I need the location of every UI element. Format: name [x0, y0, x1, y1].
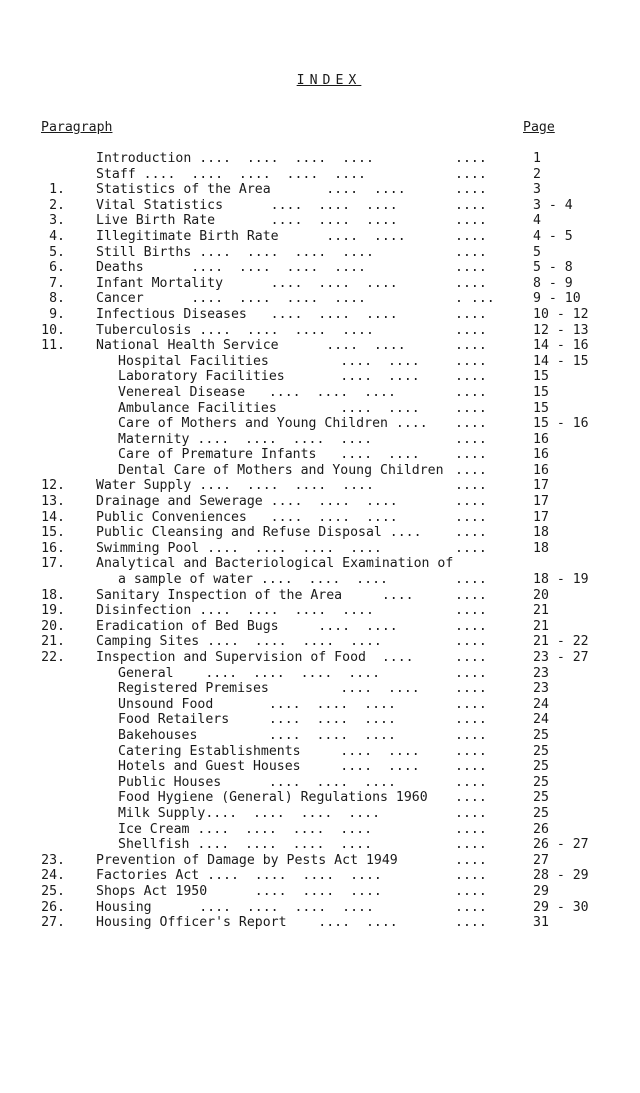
leader-dots: .... — [455, 166, 487, 182]
entry-title: Care of Premature Infants .... .... — [118, 447, 420, 463]
leader-dots: .... — [455, 540, 487, 556]
index-entry — [0, 884, 640, 900]
leader-dots: . ... — [455, 291, 495, 307]
index-entry — [0, 806, 640, 822]
paragraph-number: 4. — [49, 228, 65, 244]
paragraph-number: 12. — [41, 478, 65, 494]
index-entry — [0, 213, 640, 229]
leader-dots: .... — [455, 790, 487, 806]
leader-dots: .... — [455, 275, 487, 291]
entry-title: Cancer .... .... .... .... — [96, 291, 366, 307]
page-number: 14 - 15 — [533, 353, 589, 369]
index-entry — [0, 229, 640, 245]
paragraph-number: 9. — [49, 306, 65, 322]
entry-title: Maternity .... .... .... .... — [118, 431, 373, 447]
page-number: 24 — [533, 712, 549, 728]
leader-dots: .... — [455, 353, 487, 369]
index-entry — [0, 338, 640, 354]
leader-dots: .... — [455, 525, 487, 541]
page-column-header: Page — [523, 120, 555, 135]
leader-dots: .... — [455, 727, 487, 743]
index-entry — [0, 666, 640, 682]
leader-dots: .... — [455, 743, 487, 759]
leader-dots: .... — [455, 244, 487, 260]
page-number: 25 — [533, 805, 549, 821]
paragraph-number: 2. — [49, 197, 65, 213]
entry-title: Prevention of Damage by Pests Act 1949 — [96, 852, 398, 868]
leader-dots: .... — [455, 915, 487, 931]
index-entry — [0, 276, 640, 292]
index-entry — [0, 681, 640, 697]
page-number: 26 — [533, 821, 549, 837]
entry-title: Deaths .... .... .... .... — [96, 260, 366, 276]
paragraph-number: 26. — [41, 899, 65, 915]
entry-title: Tuberculosis .... .... .... .... — [96, 322, 374, 338]
leader-dots: .... — [455, 260, 487, 276]
leader-dots: .... — [455, 213, 487, 229]
entry-title: Care of Mothers and Young Children .... — [118, 416, 428, 432]
page-number: 5 - 8 — [533, 260, 573, 276]
entry-title: Public Cleansing and Refuse Disposal .... — [96, 525, 422, 541]
page-number: 3 - 4 — [533, 197, 573, 213]
page-number: 5 — [533, 244, 541, 260]
paragraph-column-header: Paragraph — [41, 120, 113, 135]
index-entry — [0, 307, 640, 323]
index-entry — [0, 510, 640, 526]
page-number: 25 — [533, 759, 549, 775]
page-number: 28 - 29 — [533, 868, 589, 884]
leader-dots: .... — [455, 587, 487, 603]
index-entry — [0, 260, 640, 276]
page-number: 31 — [533, 915, 549, 931]
index-entry — [0, 447, 640, 463]
index-entry — [0, 650, 640, 666]
entry-title: Eradication of Bed Bugs .... .... — [96, 618, 398, 634]
paragraph-number: 7. — [49, 275, 65, 291]
page-number: 10 - 12 — [533, 306, 589, 322]
index-entry — [0, 588, 640, 604]
leader-dots: .... — [455, 400, 487, 416]
entry-title: Food Retailers .... .... .... — [118, 712, 396, 728]
entry-title: Infectious Diseases .... .... .... — [96, 306, 398, 322]
paragraph-number: 18. — [41, 587, 65, 603]
entry-title: Infant Mortality .... .... .... — [96, 275, 398, 291]
leader-dots: .... — [455, 151, 487, 166]
index-entry — [0, 790, 640, 806]
entry-title: a sample of water .... .... .... — [118, 572, 388, 588]
page-number: 15 — [533, 369, 549, 385]
entry-title: Statistics of the Area .... .... — [96, 182, 406, 198]
entry-title: Analytical and Bacteriological Examination of — [96, 556, 454, 572]
leader-dots: .... — [455, 494, 487, 510]
leader-dots: .... — [455, 852, 487, 868]
leader-dots: .... — [455, 899, 487, 915]
leader-dots: .... — [455, 696, 487, 712]
index-entry — [0, 416, 640, 432]
leader-dots: .... — [455, 821, 487, 837]
entry-title: Water Supply .... .... .... .... — [96, 478, 374, 494]
index-entry — [0, 369, 640, 385]
index-entry — [0, 323, 640, 339]
leader-dots: .... — [455, 883, 487, 899]
entry-title: Staff .... .... .... .... .... — [96, 166, 366, 182]
paragraph-number: 5. — [49, 244, 65, 260]
leader-dots: .... — [455, 384, 487, 400]
entry-title: Shellfish .... .... .... .... — [118, 837, 373, 853]
page-number: 21 - 22 — [533, 634, 589, 650]
entry-title: Unsound Food .... .... .... — [118, 696, 396, 712]
entry-title: Ambulance Facilities .... .... — [118, 400, 420, 416]
page-number: 29 — [533, 883, 549, 899]
index-entry — [0, 915, 640, 931]
paragraph-number: 24. — [41, 868, 65, 884]
entry-title: Disinfection .... .... .... .... — [96, 603, 374, 619]
index-entry — [0, 401, 640, 417]
leader-dots: .... — [455, 837, 487, 853]
entry-title: Live Birth Rate .... .... .... — [96, 213, 398, 229]
page-number: 15 - 16 — [533, 416, 589, 432]
page-number: 27 — [533, 852, 549, 868]
paragraph-number: 15. — [41, 525, 65, 541]
entry-title: Bakehouses .... .... .... — [118, 727, 396, 743]
entry-title: Shops Act 1950 .... .... .... — [96, 883, 382, 899]
index-entry — [0, 182, 640, 198]
index-entry — [0, 900, 640, 916]
paragraph-number: 21. — [41, 634, 65, 650]
paragraph-number: 17. — [41, 556, 65, 572]
entry-title: Catering Establishments .... .... — [118, 743, 420, 759]
index-entry — [0, 494, 640, 510]
entry-title: Still Births .... .... .... .... — [96, 244, 374, 260]
page-number: 18 — [533, 540, 549, 556]
leader-dots: .... — [455, 774, 487, 790]
page-number: 14 - 16 — [533, 338, 589, 354]
page-number: 25 — [533, 774, 549, 790]
paragraph-number: 20. — [41, 618, 65, 634]
leader-dots: .... — [455, 618, 487, 634]
leader-dots: .... — [455, 712, 487, 728]
leader-dots: .... — [455, 338, 487, 354]
leader-dots: .... — [455, 650, 487, 665]
entry-title: Public Houses .... .... .... — [118, 774, 396, 790]
index-entry — [0, 354, 640, 370]
index-entry — [0, 837, 640, 853]
page-number: 25 — [533, 727, 549, 743]
index-entry — [0, 463, 640, 479]
page-number: 18 - 19 — [533, 572, 589, 588]
page-number: 4 — [533, 213, 541, 229]
entry-title: Hospital Facilities .... .... — [118, 353, 420, 369]
leader-dots: .... — [455, 805, 487, 821]
page-number: 17 — [533, 509, 549, 525]
index-entry — [0, 432, 640, 448]
index-entry — [0, 385, 640, 401]
index-entry — [0, 775, 640, 791]
paragraph-number: 3. — [49, 213, 65, 229]
page-number: 25 — [533, 743, 549, 759]
page-number: 9 - 10 — [533, 291, 581, 307]
entry-title: Housing .... .... .... .... — [96, 899, 374, 915]
leader-dots: .... — [455, 603, 487, 619]
index-entry — [0, 634, 640, 650]
entry-title: Laboratory Facilities .... .... — [118, 369, 420, 385]
index-entry — [0, 167, 640, 183]
entry-title: Drainage and Sewerage .... .... .... — [96, 494, 398, 510]
index-entry — [0, 478, 640, 494]
page-number: 18 — [533, 525, 549, 541]
leader-dots: .... — [455, 462, 487, 478]
page-number: 23 — [533, 665, 549, 681]
index-entries — [0, 151, 640, 931]
leader-dots: .... — [455, 431, 487, 447]
page-number: 8 - 9 — [533, 275, 573, 291]
leader-dots: .... — [455, 759, 487, 775]
page-number: 17 — [533, 494, 549, 510]
entry-title: Hotels and Guest Houses .... .... — [118, 759, 420, 775]
page-number: 16 — [533, 462, 549, 478]
index-entry — [0, 291, 640, 307]
paragraph-number: 14. — [41, 509, 65, 525]
leader-dots: .... — [455, 868, 487, 884]
paragraph-number: 11. — [41, 338, 65, 354]
paragraph-number: 13. — [41, 494, 65, 510]
paragraph-number: 1. — [49, 182, 65, 198]
entry-title: Inspection and Supervision of Food .... — [96, 650, 414, 665]
entry-title: Dental Care of Mothers and Young Children — [118, 462, 444, 478]
index-entry — [0, 697, 640, 713]
index-entry — [0, 853, 640, 869]
leader-dots: .... — [455, 478, 487, 494]
page-number: 15 — [533, 384, 549, 400]
page-number: 20 — [533, 587, 549, 603]
page-title: INDEX — [296, 73, 362, 88]
paragraph-number: 25. — [41, 883, 65, 899]
index-entry — [0, 525, 640, 541]
paragraph-number: 22. — [41, 650, 65, 665]
index-entry — [0, 245, 640, 261]
paragraph-number: 27. — [41, 915, 65, 931]
leader-dots: .... — [455, 369, 487, 385]
page-number: 15 — [533, 400, 549, 416]
leader-dots: .... — [455, 322, 487, 338]
index-entry — [0, 868, 640, 884]
page-number: 23 - 27 — [533, 650, 589, 665]
index-entry — [0, 822, 640, 838]
page-number: 26 - 27 — [533, 837, 589, 853]
page-number: 16 — [533, 431, 549, 447]
paragraph-number: 10. — [41, 322, 65, 338]
entry-title: Public Conveniences .... .... .... — [96, 509, 398, 525]
leader-dots: .... — [455, 182, 487, 198]
page-number: 21 — [533, 603, 549, 619]
paragraph-number: 19. — [41, 603, 65, 619]
entry-title: Venereal Disease .... .... .... — [118, 384, 396, 400]
index-entry — [0, 198, 640, 214]
entry-title: Registered Premises .... .... — [118, 681, 420, 697]
entry-title: General .... .... .... .... — [118, 665, 381, 681]
index-entry — [0, 728, 640, 744]
leader-dots: .... — [455, 634, 487, 650]
entry-title: Housing Officer's Report .... .... — [96, 915, 398, 931]
page-number: 16 — [533, 447, 549, 463]
page-number: 17 — [533, 478, 549, 494]
page-number: 24 — [533, 696, 549, 712]
index-entry — [0, 619, 640, 635]
entry-title: Vital Statistics .... .... .... — [96, 197, 398, 213]
entry-title: Swimming Pool .... .... .... .... — [96, 540, 382, 556]
paragraph-number: 8. — [49, 291, 65, 307]
page-number: 3 — [533, 182, 541, 198]
index-entry — [0, 759, 640, 775]
paragraph-number: 6. — [49, 260, 65, 276]
leader-dots: .... — [455, 572, 487, 588]
page-number: 25 — [533, 790, 549, 806]
page-number: 12 - 13 — [533, 322, 589, 338]
leader-dots: .... — [455, 416, 487, 432]
entry-title: Introduction .... .... .... .... — [96, 151, 374, 166]
index-entry — [0, 541, 640, 557]
page-number: 23 — [533, 681, 549, 697]
page-number: 1 — [533, 151, 541, 166]
entry-title: Factories Act .... .... .... .... — [96, 868, 382, 884]
page-number: 21 — [533, 618, 549, 634]
leader-dots: .... — [455, 228, 487, 244]
index-entry — [0, 572, 640, 588]
index-entry — [0, 151, 640, 167]
paragraph-number: 16. — [41, 540, 65, 556]
leader-dots: .... — [455, 306, 487, 322]
entry-title: National Health Service .... .... — [96, 338, 406, 354]
entry-title: Food Hygiene (General) Regulations 1960 — [118, 790, 428, 806]
leader-dots: .... — [455, 681, 487, 697]
index-entry — [0, 712, 640, 728]
leader-dots: .... — [455, 665, 487, 681]
index-entry — [0, 603, 640, 619]
leader-dots: .... — [455, 509, 487, 525]
entry-title: Illegitimate Birth Rate .... .... — [96, 228, 406, 244]
index-entry — [0, 744, 640, 760]
leader-dots: .... — [455, 197, 487, 213]
page-number: 29 - 30 — [533, 899, 589, 915]
page-number: 4 - 5 — [533, 228, 573, 244]
leader-dots: .... — [455, 447, 487, 463]
entry-title: Milk Supply.... .... .... .... — [118, 805, 381, 821]
paragraph-number: 23. — [41, 852, 65, 868]
page-number: 2 — [533, 166, 541, 182]
entry-title: Sanitary Inspection of the Area .... — [96, 587, 414, 603]
entry-title: Ice Cream .... .... .... .... — [118, 821, 373, 837]
index-entry — [0, 556, 640, 572]
entry-title: Camping Sites .... .... .... .... — [96, 634, 382, 650]
